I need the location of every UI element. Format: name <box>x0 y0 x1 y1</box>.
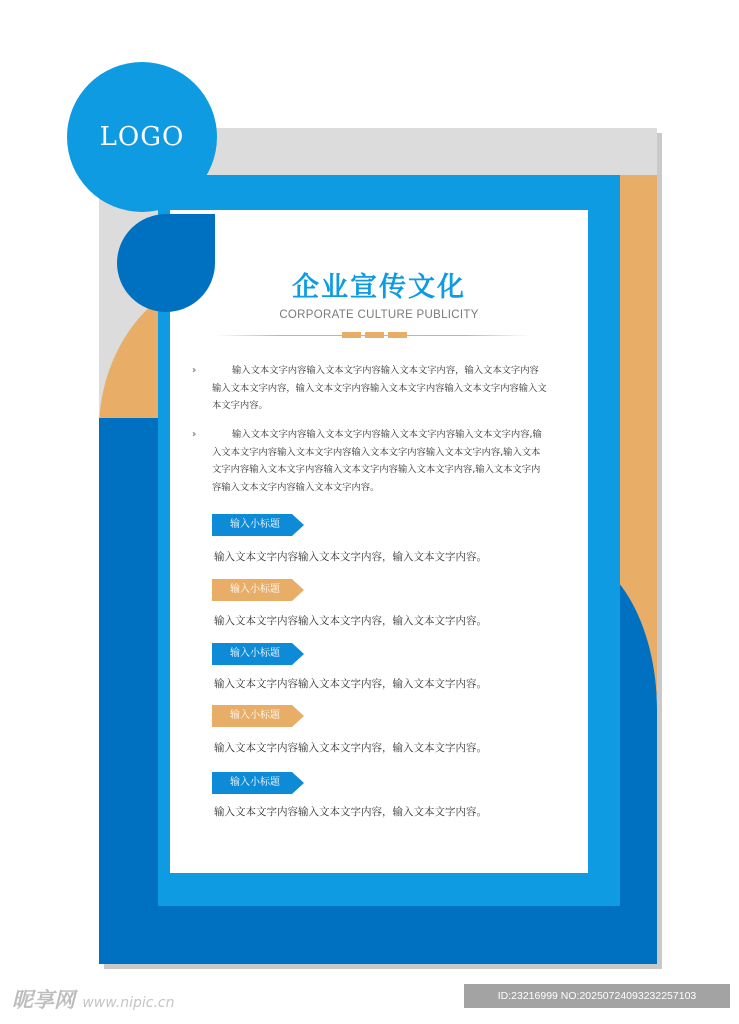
paragraph-1 <box>192 362 548 415</box>
blue-bottom-band <box>99 905 657 964</box>
double-chevron-icon: ›› <box>192 429 194 440</box>
double-chevron-icon: ›› <box>192 365 194 376</box>
watermark-brand-text: 昵享网 <box>12 988 75 1012</box>
paragraph-2 <box>192 426 548 496</box>
watermark-id: ID:23216999 NO:20250724093232257103 <box>464 984 730 1008</box>
page-title: 企业宣传文化 <box>292 272 466 303</box>
section-tag-4: 输入小标题 <box>212 705 292 727</box>
section-tag-2: 输入小标题 <box>212 579 292 601</box>
section-text-2: 输入文本文字内容输入文本文字内容，输入文本文字内容。 <box>214 615 487 627</box>
logo-circle <box>67 62 217 212</box>
section-text-1: 输入文本文字内容输入文本文字内容，输入文本文字内容。 <box>214 551 487 563</box>
section-text-3: 输入文本文字内容输入文本文字内容，输入文本文字内容。 <box>214 678 487 690</box>
paragraph-text: 输入文本文字内容输入文本文字内容输入文本文字内容输入文本文字内容,输入文本文字内容输入文本文字内容输入文本文字内容输入文本文字内容,输入文本文字内容输入文本文字内容输入文本文字内容输入文本文字内容,输入文本文字内容输入文本文字内容输入文本文字内容。 <box>212 429 542 493</box>
paragraph-text: 输入文本文字内容输入文本文字内容输入文本文字内容，输入文本文字内容输入文本文字内容，输入文本文字内容输入文本文字内容输入文本文字内容输入文本文字内容。 <box>212 365 547 411</box>
section-tag-3: 输入小标题 <box>212 643 292 665</box>
logo-text: LOGO <box>99 122 185 152</box>
divider-blocks <box>339 332 409 339</box>
watermark-brand <box>12 984 174 1014</box>
section-text-5: 输入文本文字内容输入文本文字内容，输入文本文字内容。 <box>214 806 487 818</box>
section-tag-5: 输入小标题 <box>212 772 292 794</box>
section-text-4: 输入文本文字内容输入文本文字内容，输入文本文字内容。 <box>214 742 487 754</box>
section-tag-1: 输入小标题 <box>212 514 292 536</box>
watermark-url: www.nipic.cn <box>82 995 175 1011</box>
page-subtitle: CORPORATE CULTURE PUBLICITY <box>279 309 479 321</box>
